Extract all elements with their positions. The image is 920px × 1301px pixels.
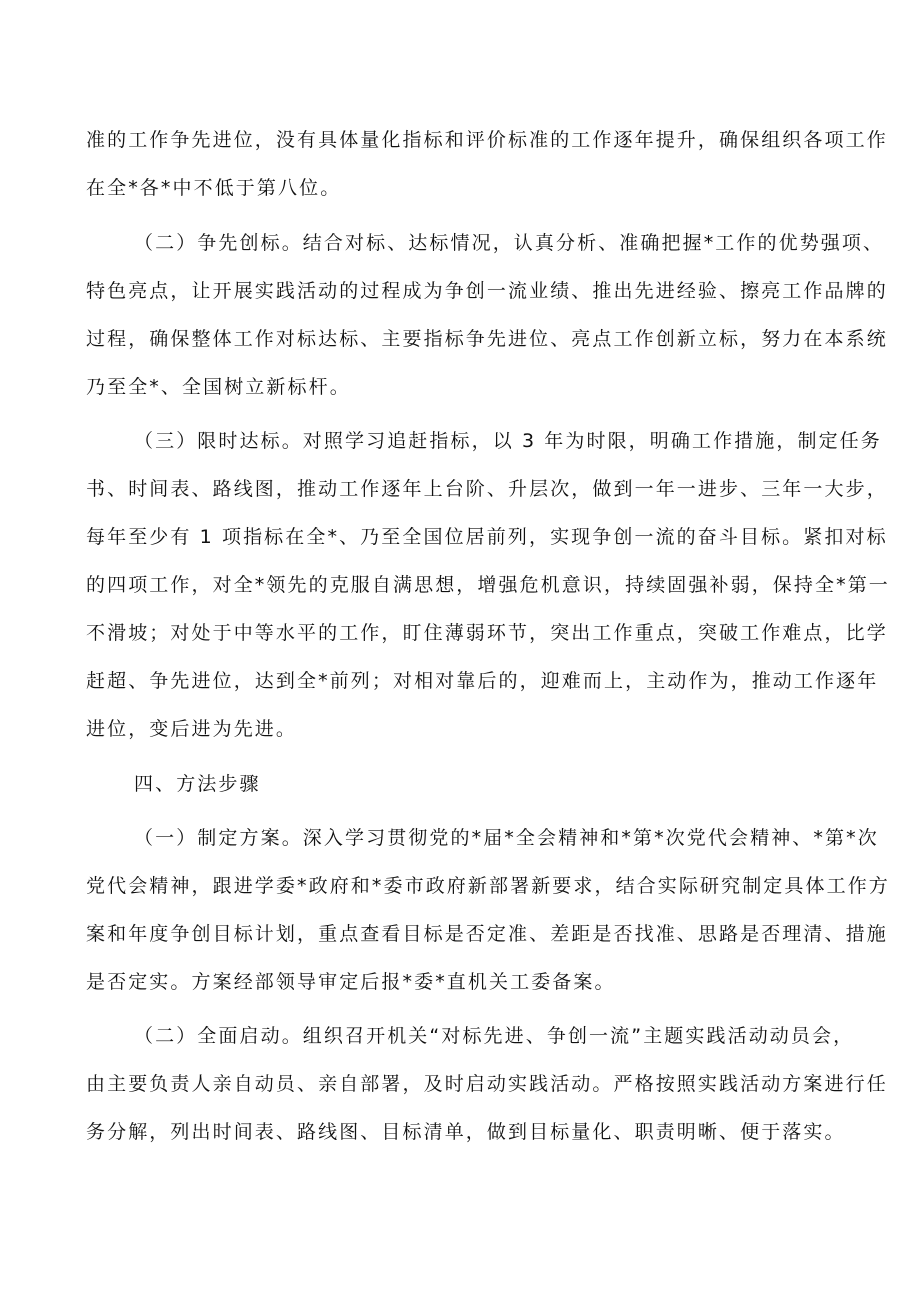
paragraph-line: （三）限时达标。对照学习追赶指标，以 3 年为时限，明确工作措施，制定任务 bbox=[134, 430, 882, 452]
paragraph-line: 党代会精神，跟进学委*政府和*委市政府新部署新要求，结合实际研究制定具体工作方 bbox=[86, 875, 890, 897]
section-heading: 四、方法步骤 bbox=[134, 773, 261, 795]
paragraph-line: 特色亮点，让开展实践活动的过程成为争创一流业绩、推出先进经验、擦亮工作品牌的 bbox=[86, 280, 888, 302]
paragraph-line: 书、时间表、路线图，推动工作逐年上台阶、升层次，做到一年一进步、三年一大步， bbox=[86, 478, 888, 500]
paragraph-line: 每年至少有 1 项指标在全*、乃至全国位居前列，实现争创一流的奋斗目标。紧扣对标 bbox=[86, 526, 888, 548]
paragraph-line: 过程，确保整体工作对标达标、主要指标争先进位、亮点工作创新立标，努力在本系统 bbox=[86, 328, 888, 350]
paragraph-line: 由主要负责人亲自动员、亲自部署，及时启动实践活动。严格按照实践活动方案进行任 bbox=[86, 1073, 888, 1095]
paragraph-line: 的四项工作，对全*领先的克服自满思想，增强危机意识，持续固强补弱，保持全*第一 bbox=[86, 574, 890, 596]
paragraph-line: （二）争先创标。结合对标、达标情况，认真分析、准确把握*工作的优势强项、 bbox=[134, 232, 885, 254]
paragraph-line: （二）全面启动。组织召开机关“对标先进、争创一流”主题实践活动动员会， bbox=[134, 1025, 855, 1047]
paragraph-line: 准的工作争先进位，没有具体量化指标和评价标准的工作逐年提升，确保组织各项工作 bbox=[86, 129, 888, 151]
paragraph-line: 不滑坡；对处于中等水平的工作，盯住薄弱环节，突出工作重点，突破工作难点，比学 bbox=[86, 622, 888, 644]
paragraph-line: 在全*各*中不低于第八位。 bbox=[86, 177, 342, 199]
paragraph-line: 乃至全*、全国树立新标杆。 bbox=[86, 376, 351, 398]
paragraph-line: 是否定实。方案经部领导审定后报*委*直机关工委备案。 bbox=[86, 971, 616, 993]
paragraph-line: 赶超、争先进位，达到全*前列；对相对靠后的，迎难而上，主动作为，推动工作逐年 bbox=[86, 670, 879, 692]
paragraph-line: 务分解，列出时间表、路线图、目标清单，做到目标量化、职责明晰、便于落实。 bbox=[86, 1121, 846, 1143]
paragraph-line: （一）制定方案。深入学习贯彻党的*届*全会精神和*第*次党代会精神、*第*次 bbox=[134, 827, 879, 849]
paragraph-line: 案和年度争创目标计划，重点查看目标是否定准、差距是否找准、思路是否理清、措施 bbox=[86, 923, 888, 945]
paragraph-line: 进位，变后进为先进。 bbox=[86, 718, 298, 740]
